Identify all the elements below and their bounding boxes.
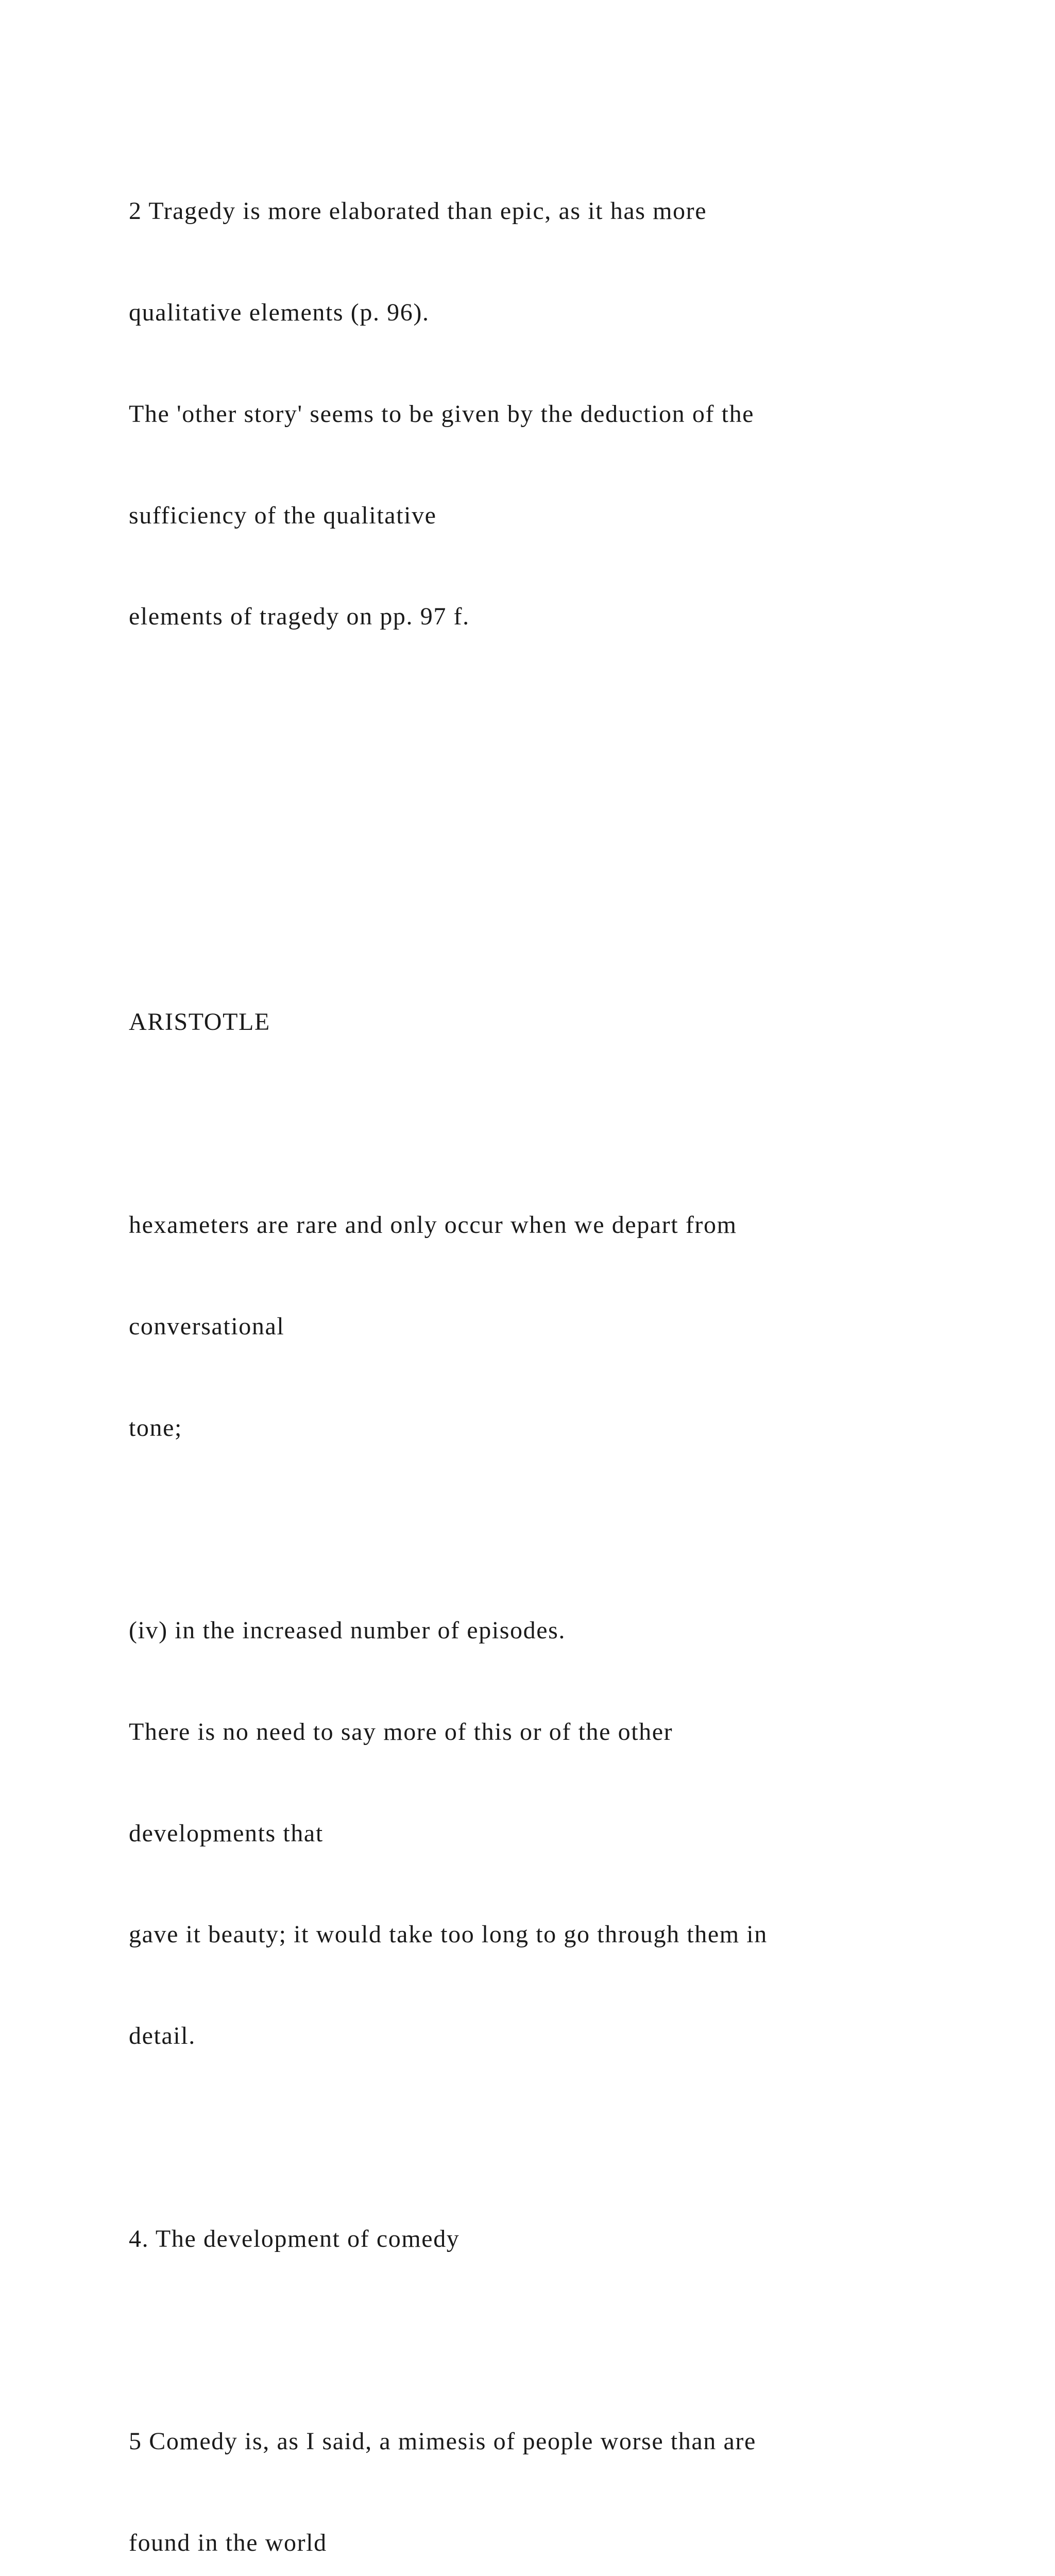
text-line: (iv) in the increased number of episodes.	[129, 1617, 566, 1645]
section-heading: 4. The development of comedy	[129, 2225, 460, 2252]
text-line: tone;	[129, 1414, 182, 1442]
section-heading: ARISTOTLE	[129, 1008, 270, 1036]
blank-line	[129, 701, 979, 735]
text-line: elements of tragedy on pp. 97 f.	[129, 603, 470, 631]
text-line: The 'other story' seems to be given by the deduction of the	[129, 400, 755, 428]
text-line: 2 Tragedy is more elaborated than epic, as it has more	[129, 197, 707, 225]
blank-line	[129, 1107, 979, 1141]
text-line: gave it beauty; it would take too long to go through them in	[129, 1921, 768, 1948]
blank-line	[129, 2324, 979, 2358]
text-line: 5 Comedy is, as I said, a mimesis of people worse than are	[129, 2428, 756, 2455]
text-line: qualitative elements (p. 96).	[129, 298, 430, 326]
document-body	[129, 127, 979, 2576]
blank-line	[129, 1512, 979, 1546]
blank-line	[129, 904, 979, 938]
text-line: detail.	[129, 2022, 196, 2050]
text-line: developments that	[129, 1819, 324, 1847]
blank-line	[129, 2121, 979, 2155]
text-line: found in the world	[129, 2529, 327, 2557]
text-line: There is no need to say more of this or of the other	[129, 1718, 673, 1745]
text-line: hexameters are rare and only occur when we depart from	[129, 1211, 737, 1239]
text-line: conversational	[129, 1312, 285, 1340]
text-line: sufficiency of the qualitative	[129, 501, 437, 529]
blank-line	[129, 803, 979, 837]
